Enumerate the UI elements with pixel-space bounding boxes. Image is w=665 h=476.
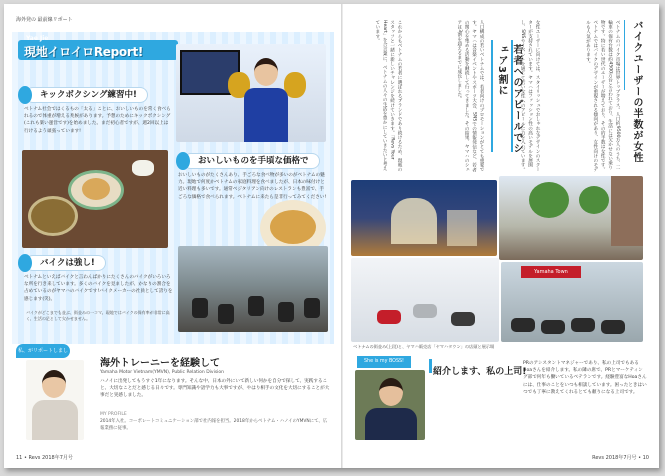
boss-body: PRのアシスタントマネジャーであり、私の上司でもあるHoaさんを紹介します。私の隣の席で、PRとマーケティング部で何年も働いているベテランです。経験豊富なHoaさんには、仕事のことをいつも相談しています。困ったときはいつでも丁寧に教えてくれるとても頼りになる上司です。 <box>523 361 647 395</box>
heading-female-users: バイクユーザーの半数が女性 <box>631 20 642 163</box>
motorcycle <box>541 320 565 334</box>
motorcycle <box>377 310 401 324</box>
article-column-2: 女性ユーザーに向けては、スタイリッシュでおしゃれなデザインのスクーターが支持されています。ヤマハはファッション性の高いモデルを展開し、SNSやイベントを通じて若い女性へのアピールに力を入れています。 <box>520 20 540 172</box>
person-body <box>365 408 417 440</box>
folio-left: 11 • Revs 2018年7月号 <box>16 455 73 461</box>
building <box>611 176 643 246</box>
section-body-food: おいしいものがたくさんあり、手ごろな食べ物が多いのがベトナムの魅力。現地で何度かベトナムの家庭料理を食べましたが、日本の味付けと近い料理も多いです。通常ベジタリアン向けのレストランも豊富で、手ごろな価格で食べられます。ベトナムに来たら是非行ってみてください! <box>178 173 327 200</box>
section-heading-food: おいしいものを手頃な価格で <box>184 154 319 168</box>
yamaha-sign: Yamaha Town <box>521 266 581 278</box>
street-road-photo <box>499 176 643 260</box>
scooter <box>278 302 294 322</box>
kicker: Yae Jie <box>26 35 49 42</box>
section-heading-bikes: バイクは強し! <box>26 256 105 270</box>
page-title: 現地イロイロReport! <box>24 45 144 59</box>
showroom-photo <box>351 258 499 342</box>
folio-right: Revs 2018年7月号 • 10 <box>592 455 649 461</box>
left-page <box>4 4 341 468</box>
right-page <box>343 4 659 468</box>
heading-rule <box>624 20 625 90</box>
street-photo <box>178 246 328 332</box>
tree <box>529 182 569 218</box>
boss-title: 紹介します、私の上司! <box>433 367 527 377</box>
scooter <box>304 298 320 318</box>
profile-body: 2014年入社。コーポレートコミュニケーション部で社内報を担当。2018年からベトナム・ハノイのYMVNにて、広報業務に従事。 <box>100 419 328 431</box>
person-body <box>32 400 78 440</box>
motorcycle <box>571 318 595 332</box>
section-label: 海外発の 最前線リポート <box>16 17 73 23</box>
motorcycle <box>451 312 475 326</box>
section-heading-kickboxing: キックボクシング練習中! <box>26 88 147 102</box>
magazine-spread <box>4 4 659 468</box>
scooter <box>218 304 234 324</box>
trainee-title: 海外トレーニーを経験して <box>100 358 220 369</box>
boss-title-rule <box>429 359 432 373</box>
section-body-bikes: ベトナムといえばバイクと言わんばかりにたくさんのバイクがいろいろな所を行き来しています。多くのバイクを見ましたが、かなりの割合を占めているのがヤマハのバイクです!バイクメーカーの社員として誇りを感じます(笑)。 <box>24 275 173 302</box>
scooter <box>248 296 264 316</box>
plate <box>28 196 78 236</box>
food-photo <box>22 150 168 248</box>
soup-bowl <box>82 178 110 200</box>
photo-caption-right: ベトナムの街並み(上段)と、ヤマハ販売店「ヤマハタウン」の店頭と展示場 <box>353 344 495 349</box>
night-city-photo <box>351 180 497 256</box>
reporter-badge: 私、がリポートしまし <box>16 344 70 358</box>
tree <box>579 186 609 214</box>
profile-heading: MY PROFILE <box>100 412 127 417</box>
heading-youth-appeal: 若者へのアピールでシェア3割に <box>496 44 522 154</box>
pancake <box>270 210 316 244</box>
motorcycle <box>511 318 535 332</box>
trainee-portrait <box>26 360 84 440</box>
photo-caption-left: バイクがどこまでも並ぶ、街並みの一コマ。現地ではバイクの保有率が非常に高く、生活の足として欠かせません。 <box>26 310 170 321</box>
scooter <box>192 298 208 318</box>
motorcycle <box>601 320 625 334</box>
boss-portrait <box>355 370 425 440</box>
article-column-1: ベトナムのバイク市場は世界トップクラス。人口約9500万人のうち、二輪車の保有台数は約4500万台と言われており、生活には欠かせない乗り物です。特に若い世代のユーザーが増えており、その約半数は女性です。ベトナムではバイクのデザインが重視される傾向があり、女性向けのモデルも人気があります。 <box>585 20 620 172</box>
person-body <box>244 88 288 142</box>
building <box>391 198 437 244</box>
tea-cup <box>132 160 154 176</box>
dealer-photo <box>501 262 643 342</box>
boss-badge: She is my BOSS! <box>357 356 411 368</box>
article-column-3: 人口構成の若いベトナムでは、若者向けのプロモーションがとても重要です。ヤマハは音楽イベントやスポーツ大会、SNSでの情報発信など、若者の関心を集める活動を継続して行ってきました。その結果、ヤマハのシェアは3割を超えるまでに成長しました。 <box>456 20 484 172</box>
section-body-kickboxing: ベトナム社会ではくるもの「太る」ことに、おいしいものを常く食べられるので体重が増える兆候があります。予想のためにキックボクシング(これも楽い運営です)を始めました。まだ初心者ですが、週2回以上は行けるよう頑張っています! <box>24 107 171 134</box>
motorcycle <box>413 304 437 318</box>
person-head <box>42 370 66 398</box>
building <box>447 210 477 246</box>
person-head <box>254 58 278 86</box>
trainee-affiliation: Yamaha Motor Vietnam(YMVN), Public Relation Division <box>100 370 225 375</box>
article-column-4: これからもベトナムの若者に選ばれるブランドであり続けるため、現地のスタッフと一緒に新しいチャレンジを続けていきます。「Revs Your Heart」を合言葉に、ベトナムの人々の生活を豊かにしていきたいと考えています。 <box>374 20 402 172</box>
person-head <box>379 378 403 406</box>
trainee-body: ハノイに出発してもうすぐ1年になります。そんな中、日本の外にいて新しい何かを自分で探して、実践すること、大切なことだと感じる日々です。専門知識や語学力も大事ですが、やはり相手の文化を大切にすることが大事だと実感しました。 <box>100 379 330 398</box>
boxing-photo <box>176 44 326 142</box>
